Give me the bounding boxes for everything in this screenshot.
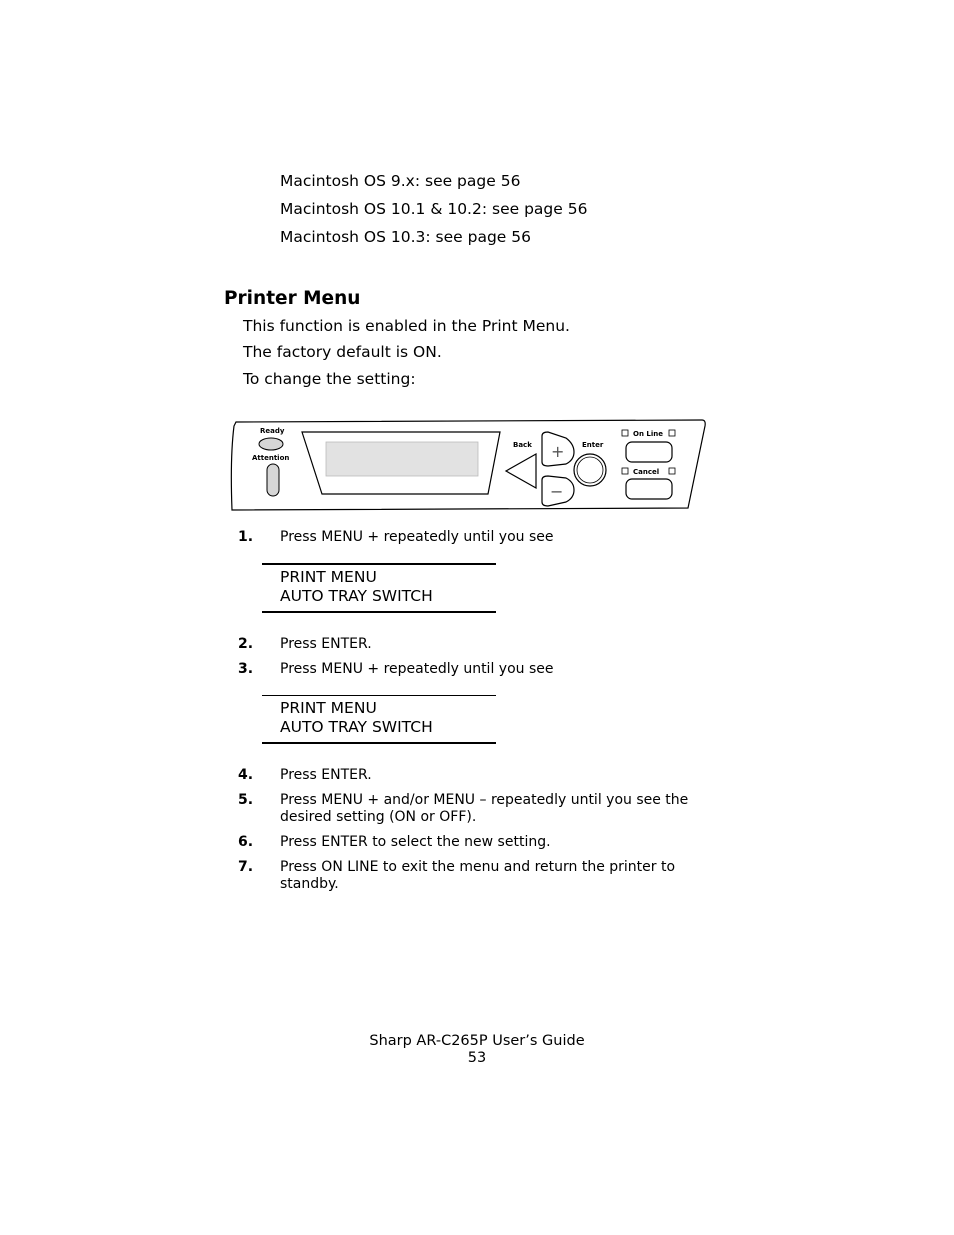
- on-line-light-right: [669, 430, 675, 436]
- os-link-10-3: Macintosh OS 10.3: see page 56: [280, 228, 531, 246]
- attention-label: Attention: [252, 454, 290, 462]
- enter-button[interactable]: [574, 454, 606, 486]
- step-number: 5.: [238, 792, 254, 808]
- step-number: 6.: [238, 834, 254, 850]
- back-label: Back: [513, 441, 532, 449]
- on-line-label: On Line: [633, 430, 663, 438]
- os-link-9x: Macintosh OS 9.x: see page 56: [280, 172, 521, 190]
- attention-light: [267, 464, 279, 496]
- step-number: 2.: [238, 636, 254, 652]
- display-line-2: AUTO TRAY SWITCH: [280, 587, 433, 605]
- display-line-1: PRINT MENU: [280, 699, 377, 717]
- on-line-button[interactable]: [626, 442, 672, 462]
- control-panel-illustration: [230, 418, 706, 512]
- step-number: 7.: [238, 859, 254, 875]
- step-text: Press MENU + repeatedly until you see: [280, 529, 554, 545]
- lcd-screen: [326, 442, 478, 476]
- minus-icon: −: [550, 482, 564, 501]
- footer-guide-title: Sharp AR-C265P User’s Guide: [369, 1033, 585, 1049]
- step-text: Press MENU + and/or MENU – repeatedly until you see the desired setting (ON or OFF).: [280, 792, 689, 825]
- section-title: Printer Menu: [224, 288, 361, 309]
- display-line-2: AUTO TRAY SWITCH: [280, 718, 433, 736]
- step-text: Press ENTER.: [280, 636, 372, 652]
- on-line-light-left: [622, 430, 628, 436]
- cancel-button[interactable]: [626, 479, 672, 499]
- lcd-display-example: [262, 695, 496, 744]
- paragraph-enabled: This function is enabled in the Print Menu.: [243, 317, 570, 335]
- ready-light: [259, 438, 283, 450]
- step-text: Press ENTER.: [280, 767, 372, 783]
- paragraph-default: The factory default is ON.: [243, 343, 442, 361]
- step-number: 4.: [238, 767, 254, 783]
- ready-label: Ready: [260, 427, 285, 435]
- page-number: 53: [467, 1050, 487, 1066]
- lcd-display-example: [262, 563, 496, 613]
- enter-label: Enter: [582, 441, 604, 449]
- display-line-1: PRINT MENU: [280, 568, 377, 586]
- os-link-10-1: Macintosh OS 10.1 & 10.2: see page 56: [280, 200, 588, 218]
- paragraph-change: To change the setting:: [243, 370, 416, 388]
- step-number: 3.: [238, 661, 254, 677]
- step-number: 1.: [238, 529, 254, 545]
- step-text: Press ON LINE to exit the menu and return the printer to standby.: [280, 859, 676, 892]
- cancel-label: Cancel: [633, 468, 660, 476]
- step-text: Press MENU + repeatedly until you see: [280, 661, 554, 677]
- plus-icon: +: [551, 442, 565, 461]
- step-text: Press ENTER to select the new setting.: [280, 834, 551, 850]
- cancel-light-left: [622, 468, 628, 474]
- cancel-light-right: [669, 468, 675, 474]
